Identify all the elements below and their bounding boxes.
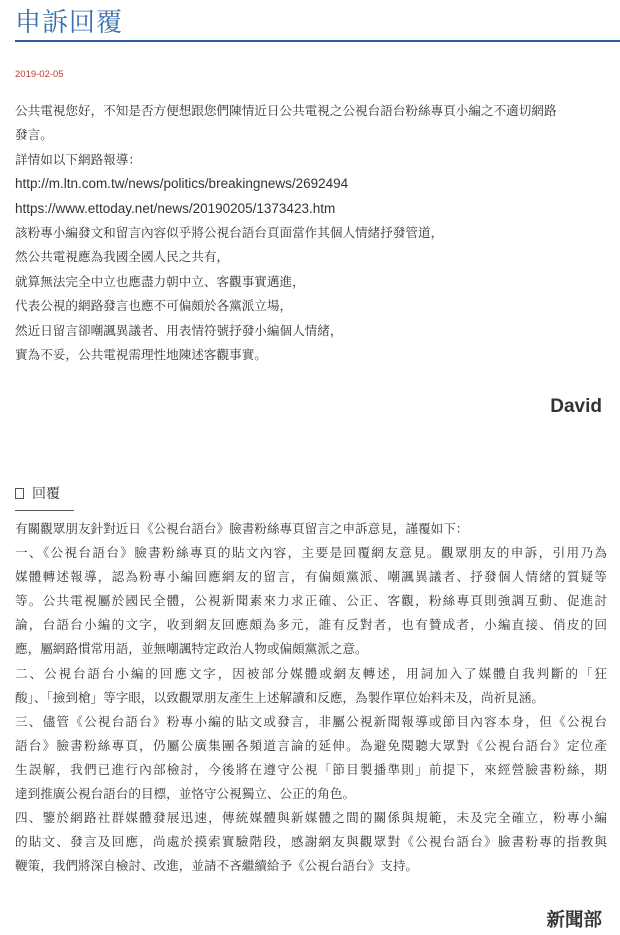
reply-line: 應，屬網路慣常用語，並無嘲諷特定政治人物或偏頗黨派之意。	[15, 641, 368, 657]
reply-body	[15, 517, 607, 878]
news-link-ltn[interactable]: http://m.ltn.com.tw/news/politics/breakingnews/2692494	[15, 176, 349, 192]
page-title: 申訴回覆	[15, 8, 124, 38]
reply-line: 生誤解，我們已進行內部檢討，今後將在遵守公視「節目製播準則」前提下，來經營臉書粉絲，期	[15, 761, 607, 777]
complaint-body	[15, 99, 610, 367]
complaint-line: 發言。	[15, 127, 53, 143]
reply-line: 一、《公視台語台》臉書粉絲專頁的貼文內容，主要是回覆網友意見。觀眾朋友的申訴，引用乃為	[15, 545, 607, 561]
reply-header-label: 回覆	[32, 486, 60, 502]
complaint-line: 該粉專小編發文和留言內容似乎將公視台語台頁面當作其個人情緒抒發管道，	[15, 225, 444, 241]
reply-line: 達到推廣公視台語台的目標，並恪守公視獨立、公正的角色。	[15, 786, 356, 802]
post-date: 2019-02-05	[15, 69, 64, 80]
reply-line: 酸」、「撿到槍」等字眼，以致觀眾朋友產生上述解讀和反應，為製作單位始料未及，尚祈見涵。	[15, 689, 544, 705]
reply-line: 等。公共電視屬於國民全體，公視新聞素來力求正確、公正、客觀，粉絲專頁則強調互動、促進討	[15, 593, 607, 609]
complaint-line: 詳情如以下網路報導：	[15, 151, 141, 167]
reply-header	[15, 484, 74, 511]
reply-line: 三、儘管《公視台語台》粉專小編的貼文或發言，非屬公視新聞報導或節目內容本身，但《公視台	[15, 713, 607, 729]
news-link-ettoday[interactable]: https://www.ettoday.net/news/20190205/1373423.htm	[15, 200, 336, 216]
complaint-line: 公共電視您好，不知是否方便想跟您們陳情近日公共電視之公視台語台粉絲專頁小編之不適切網路	[15, 103, 557, 118]
reply-line: 媒體轉述報導，認為粉專小編回應網友的留言，有偏頗黨派、嘲諷異議者、抒發個人情緒的質疑等	[15, 569, 607, 585]
reply-box-icon	[15, 488, 24, 499]
reply-line: 有關觀眾朋友針對近日《公視台語台》臉書粉絲專頁留言之申訴意見，謹覆如下：	[15, 521, 469, 536]
complaint-line: 然近日留言卻嘲諷異議者、用表情符號抒發小編個人情緒，	[15, 322, 343, 338]
reply-line: 四、鑒於網路社群媒體發展迅速，傳統媒體與新媒體之間的關係與規範，未及完全確立，粉專小編	[15, 810, 607, 826]
reply-line: 論，台語台小編的文字，收到網友回應頗為多元，誰有反對者，也有贊成者，小編直接、俏皮的回	[15, 617, 607, 633]
complaint-line: 就算無法完全中立也應盡力朝中立、客觀事實邁進，	[15, 273, 305, 289]
title-divider	[15, 40, 620, 42]
reply-line: 的貼文、發言及回應，尚處於摸索實驗階段，感謝網友與觀眾對《公視台語台》臉書粉專的指教與	[15, 834, 607, 850]
reply-line: 語台》臉書粉絲專頁，仍屬公廣集團各頻道言論的延伸。為避免閱聽大眾對《公視台語台》定位產	[15, 737, 607, 753]
reply-line: 二、公視台語台小編的回應文字，因被部分媒體或網友轉述，用詞加入了媒體自我判斷的「狂	[15, 665, 607, 681]
complaint-author: David	[550, 396, 602, 417]
reply-signature: 新聞部	[546, 910, 602, 931]
complaint-line: 實為不妥，公共電視需理性地陳述客觀事實。	[15, 347, 267, 363]
reply-line: 鞭策，我們將深自檢討、改進，並請不吝繼續給予《公視台語台》支持。	[15, 858, 418, 874]
complaint-line: 代表公視的網路發言也應不可偏頗於各黨派立場，	[15, 298, 293, 314]
complaint-line: 然公共電視應為我國全國人民之共有，	[15, 249, 230, 265]
